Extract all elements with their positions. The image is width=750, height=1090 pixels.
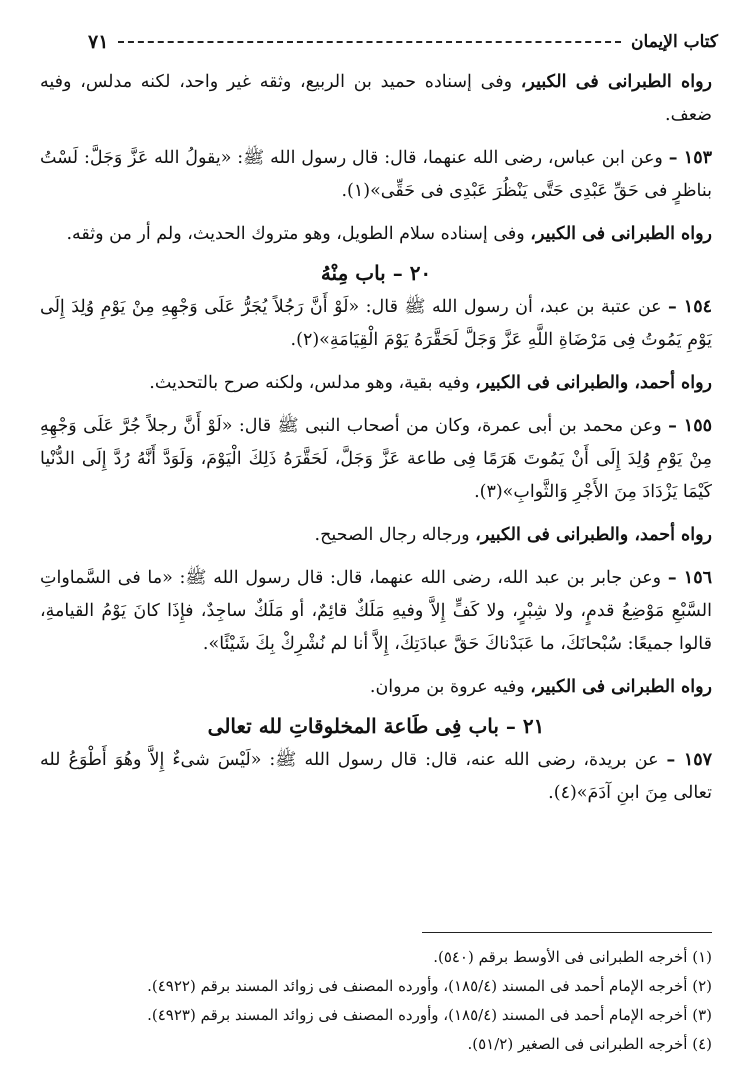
chapter-heading: ٢٠ – باب مِنْهُ	[320, 261, 432, 285]
chapter-heading: ٢١ – باب فِى طَاعة المخلوقاتِ لله تعالى	[207, 714, 545, 738]
hadith-155: ١٥٥ – وعن محمد بن أبى عمرة، وكان من أصحاب النبى ﷺ قال: «لَوْ أَنَّ رجلاً جُرَّ عَلَى وَجْهِهِ مِنْ يَوْمِ وُلِدَ إِلَى أَنْ يَمُوتَ هَرَمًا فِى طاعة عَزَّ وَجَلَّ، لَحَقَّرَهُ ذَلِكَ الْيَوْمَ، وَلَوَدَّ أَنَّهُ رُدَّ إِلَى الدُّنْيا كَيْمَا يَزْدَادَ مِنَ الأَجْرِ وَالثَّوابِ»(٣).	[40, 416, 712, 502]
source-note: رواه الطبرانى فى الكبير، وفيه عروة بن مروان.	[369, 677, 712, 697]
page-title: كتاب الإيمان	[631, 32, 718, 52]
hadith-157: ١٥٧ – عن بريدة، رضى الله عنه، قال: قال رسول الله ﷺ: «لَيْسَ شىءٌ إِلاَّ وهُوَ أَطْوَعُ لله تعالى مِنَ ابنِ آدَمَ»(٤).	[40, 750, 713, 803]
footnote: (٢) أخرجه الإمام أحمد فى المسند (١٨٥/٤)، وأورده المصنف فى زوائد المسند برقم (٤٩٢٢).	[147, 977, 712, 995]
source-note: رواه الطبرانى فى الكبير، وفى إسناده حميد بن الربيع، وثقه غير واحد، لكنه مدلس، وفيه ضعف.	[40, 72, 712, 125]
source-note: رواه أحمد، والطبرانى فى الكبير، ورجاله رجال الصحيح.	[314, 525, 712, 545]
header-rule	[118, 41, 621, 43]
footnote: (٤) أخرجه الطبرانى فى الصغير (٥١/٢).	[467, 1035, 712, 1053]
source-note: رواه الطبرانى فى الكبير، وفى إسناده سلام الطويل، وهو متروك الحديث، ولم أر من وثقه.	[66, 224, 712, 244]
source-note: رواه أحمد، والطبرانى فى الكبير، وفيه بقية، وهو مدلس، ولكنه صرح بالتحديث.	[149, 373, 712, 393]
footnote: (١) أخرجه الطبرانى فى الأوسط برقم (٥٤٠).	[433, 948, 712, 966]
page-header	[88, 30, 718, 54]
hadith-156: ١٥٦ – وعن جابر بن عبد الله، رضى الله عنهما، قال: قال رسول الله ﷺ: «ما فى السَّماواتِ السَّبْعِ مَوْضِعُ قدمٍ، ولا شِبْرٍ، ولا كَفٍّ إِلاَّ وفيهِ مَلَكٌ قائِمٌ، أو مَلَكٌ ساجِدٌ، فإِذَا كانَ يَوْمُ القيامةِ، قالوا جميعًا: سُبْحانَكَ، ما عَبَدْناكَ حَقَّ عبادَتِكَ، إِلاَّ أنا لم نُشْرِكْ بِكَ شَيْئًا».	[40, 568, 712, 654]
hadith-154: ١٥٤ – عن عتبة بن عبد، أن رسول الله ﷺ قال: «لَوْ أَنَّ رَجُلاً يُجَرُّ عَلَى وَجْهِهِ مِنْ يَوْمِ وُلِدَ إِلَى يَوْمِ يَمُوتُ فِى مَرْضَاةِ اللَّهِ عَزَّ وَجَلَّ لَحَقَّرَهُ يَوْمَ الْقِيَامَةِ»(٢).	[40, 297, 712, 350]
footnotes	[40, 943, 712, 1059]
footnote-divider	[422, 932, 712, 933]
page-number: ٧١	[88, 31, 109, 53]
footnote: (٣) أخرجه الإمام أحمد فى المسند (١٨٥/٤)، وأورده المصنف فى زوائد المسند برقم (٤٩٢٣).	[147, 1006, 712, 1024]
page-body	[40, 66, 712, 820]
hadith-153: ١٥٣ – وعن ابن عباس، رضى الله عنهما، قال: قال رسول الله ﷺ: «يقولُ الله عَزَّ وَجَلَّ: لَسْتُ بناظرٍ فى حَقِّ عَبْدِى حَتَّى يَنْظُرَ عَبْدِى فى حَقِّى»(١).	[40, 148, 712, 201]
